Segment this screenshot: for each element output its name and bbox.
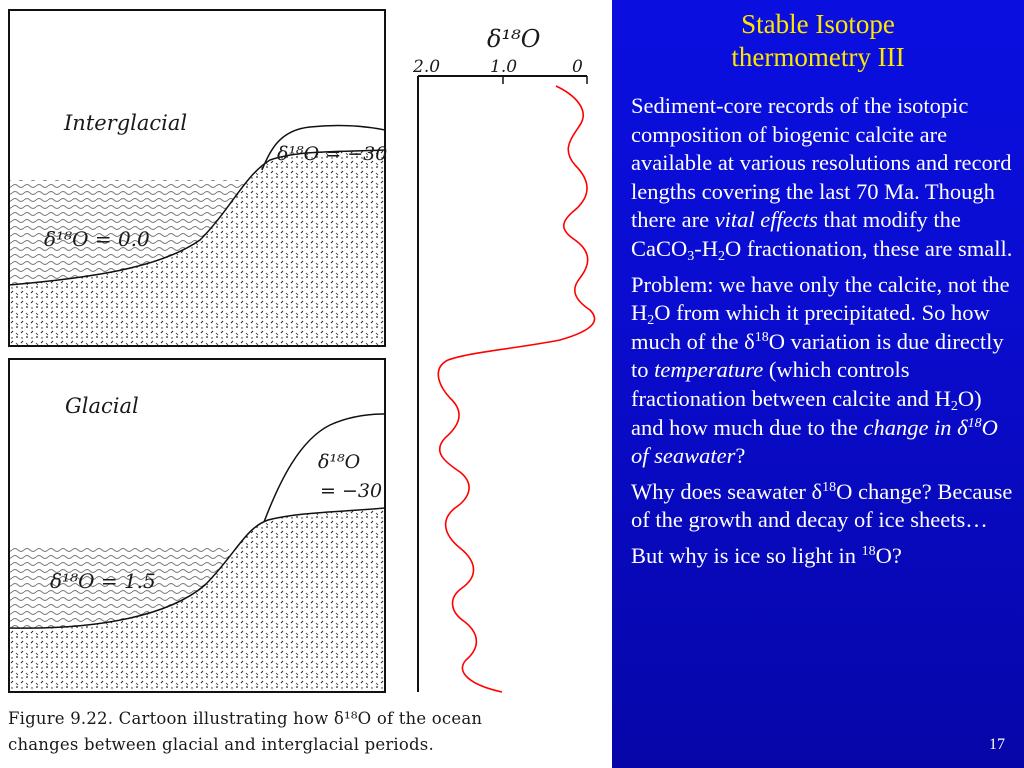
text-run: O fractionation, these are small. bbox=[725, 235, 1013, 261]
page-number: 17 bbox=[989, 736, 1005, 753]
text-run: O change? Because of the growth and decay of ice sheets… bbox=[631, 478, 1013, 533]
slide-title bbox=[612, 8, 1024, 74]
title-line-1: Stable Isotope bbox=[741, 9, 895, 39]
body-text bbox=[631, 92, 1013, 578]
tick-label-0: 0 bbox=[572, 57, 583, 77]
axis-title: δ¹⁸O bbox=[487, 25, 541, 53]
caption-line-1: Figure 9.22. Cartoon illustrating how δ¹⁸O of the ocean bbox=[8, 709, 483, 728]
bottom-ice-label-2: = −30 bbox=[320, 480, 383, 502]
interglacial-label: Interglacial bbox=[64, 111, 188, 135]
top-ice-label: δ¹⁸O = −30 bbox=[277, 143, 388, 165]
paragraph-why-light bbox=[631, 542, 1013, 571]
figure-caption bbox=[8, 706, 604, 758]
text-run: ? bbox=[735, 443, 746, 469]
bottom-ice-label-1: δ¹⁸O bbox=[318, 451, 361, 473]
superscript: 18 bbox=[967, 415, 982, 431]
bottom-ocean-label: δ¹⁸O = 1.5 bbox=[50, 569, 156, 593]
emphasis-seawater: O of seawater bbox=[631, 414, 998, 469]
text-run: O) and how much due to the bbox=[631, 385, 982, 440]
text-run: Problem: we have only the calcite, not the H bbox=[631, 271, 1010, 326]
superscript: 18 bbox=[822, 479, 837, 495]
text-run: O variation is due directly to bbox=[631, 328, 1004, 383]
tick-label-2: 2.0 bbox=[413, 57, 441, 77]
isotope-record-curve bbox=[438, 86, 594, 692]
emphasis-vital-effects: vital effects bbox=[714, 207, 818, 233]
isotope-axis bbox=[418, 76, 587, 692]
superscript: 18 bbox=[861, 543, 876, 559]
text-run: Sediment-core records of the isotopic composition of biogenic calcite are available at various resolutions and record lengths covering the last 70 Ma. Though there are bbox=[631, 93, 1012, 233]
caption-line-2: changes between glacial and interglacial periods. bbox=[8, 735, 434, 754]
superscript: 18 bbox=[754, 329, 769, 345]
subscript: 3 bbox=[687, 248, 695, 264]
emphasis-temperature: temperature bbox=[654, 357, 764, 383]
subscript: 2 bbox=[718, 248, 725, 264]
text-run: -H bbox=[694, 235, 718, 261]
paragraph-sediment-records bbox=[631, 92, 1013, 264]
text-run: O? bbox=[875, 542, 902, 568]
subscript: 2 bbox=[950, 398, 958, 414]
text-run: Why does seawater δ bbox=[631, 478, 823, 504]
tick-label-1: 1.0 bbox=[490, 57, 518, 77]
emphasis-change-in: change in δ bbox=[863, 414, 968, 440]
top-ocean-label: δ¹⁸O = 0.0 bbox=[44, 227, 150, 251]
text-run: that modify the CaCO bbox=[631, 207, 961, 261]
title-line-2: thermometry III bbox=[731, 42, 905, 72]
subscript: 2 bbox=[647, 313, 655, 329]
paragraph-problem bbox=[631, 271, 1013, 471]
paragraph-why-change bbox=[631, 478, 1013, 535]
text-run: O from which it precipitated. So how much of the δ bbox=[631, 300, 990, 354]
text-run: (which controls fractionation between calcite and H bbox=[631, 357, 951, 411]
glacial-label: Glacial bbox=[65, 394, 139, 418]
text-run: But why is ice so light in bbox=[631, 542, 862, 568]
